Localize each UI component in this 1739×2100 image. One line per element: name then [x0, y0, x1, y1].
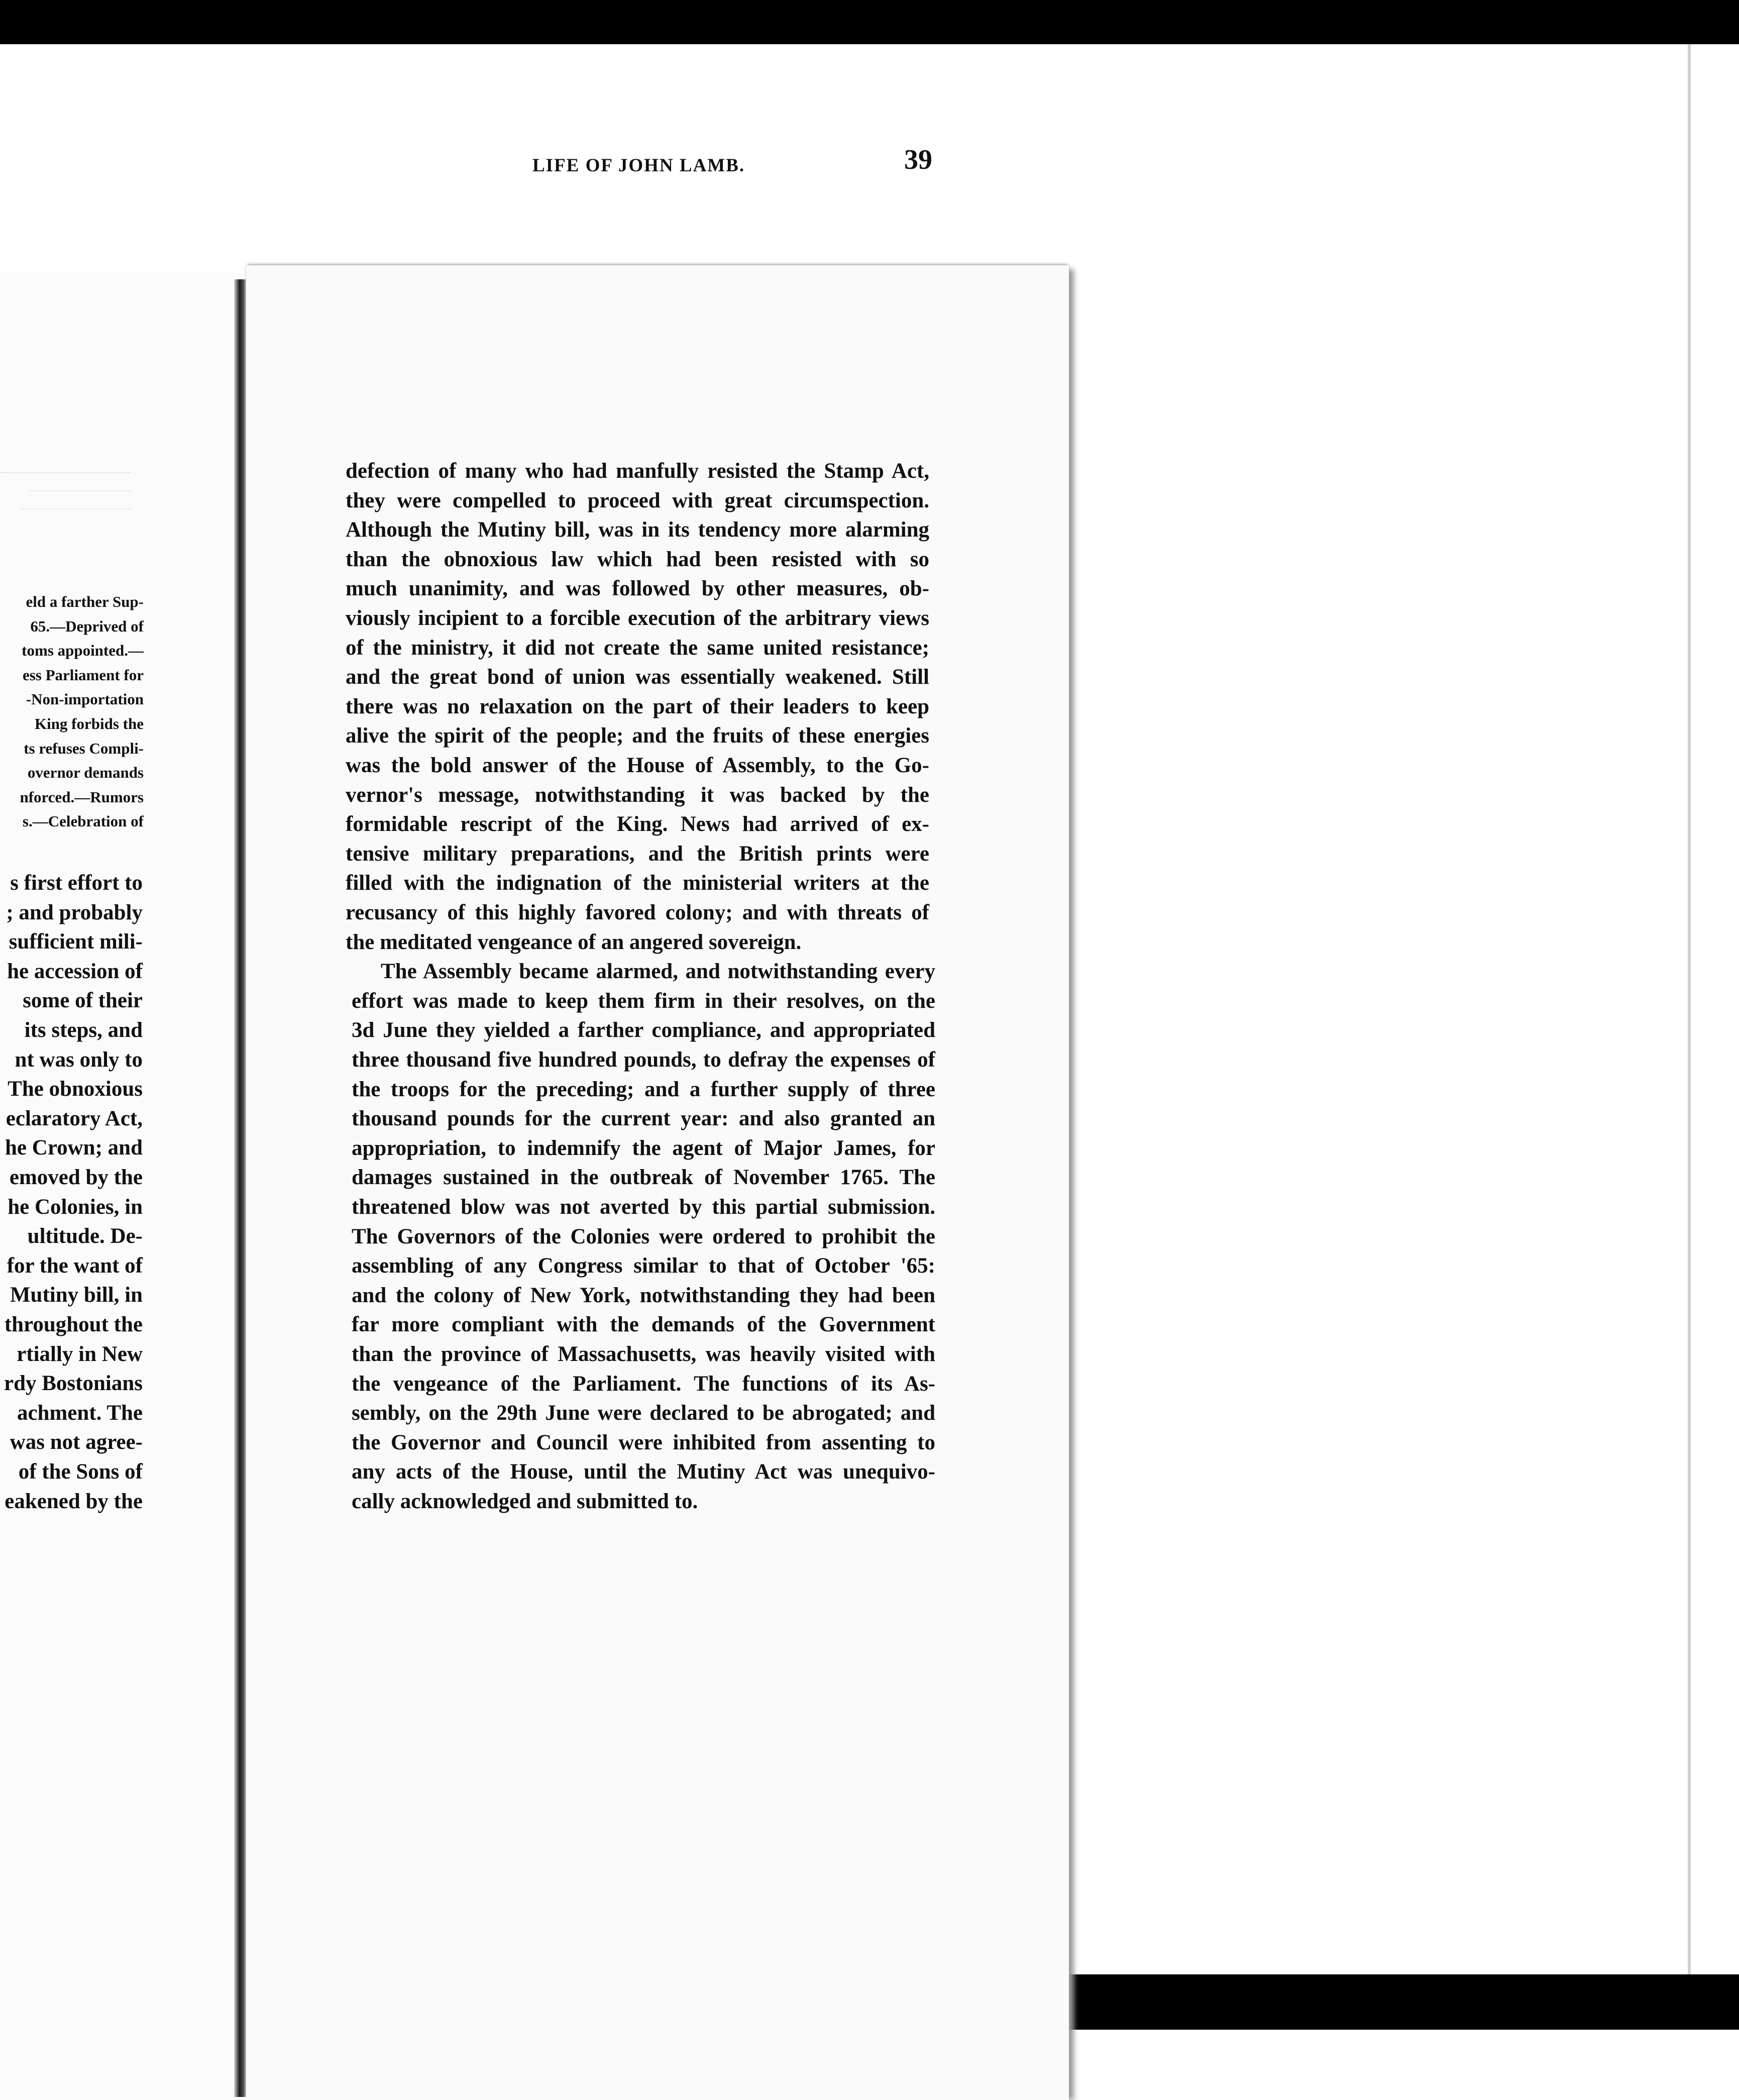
faint-bleedthrough: [0, 472, 151, 527]
text-line: any acts of the House, until the Mutiny Act was unequivo-: [352, 1460, 935, 1484]
text-line: the troops for the preceding; and a further supply of three: [352, 1077, 935, 1101]
summary-line: ts refuses Compli-: [24, 739, 144, 757]
text-line: viously incipient to a forcible execution of the arbitrary views: [346, 606, 929, 630]
text-line: The Governors of the Colonies were ordered to prohibit the: [352, 1224, 935, 1248]
text-line: The Assembly became alarmed, and notwithstanding every: [381, 960, 935, 984]
text-line: its steps, and: [24, 1018, 143, 1042]
text-line: achment. The: [17, 1401, 143, 1425]
text-line: he accession of: [7, 959, 143, 983]
text-line: sembly, on the 29th June were declared to be abrogated; and: [352, 1401, 935, 1425]
text-line: Mutiny bill, in: [10, 1283, 143, 1307]
text-line: formidable rescript of the King. News had arrived of ex-: [346, 812, 929, 836]
text-line: threatened blow was not averted by this partial submission.: [352, 1195, 935, 1219]
text-line: nt was only to: [15, 1047, 143, 1072]
text-line: eclaratory Act,: [6, 1106, 143, 1130]
text-line: the vengeance of the Parliament. The functions of its As-: [352, 1372, 935, 1396]
summary-line: overnor demands: [27, 764, 144, 782]
text-line: much unanimity, and was followed by other measures, ob-: [346, 577, 929, 601]
text-line: of the ministry, it did not create the same united resistance;: [346, 636, 929, 660]
text-line: sufficient mili-: [9, 930, 143, 954]
text-line: was the bold answer of the House of Assembly, to the Go-: [346, 754, 929, 777]
text-line: appropriation, to indemnify the agent of Major James, for: [352, 1136, 935, 1160]
text-line: three thousand five hundred pounds, to defray the expenses of: [352, 1048, 935, 1072]
text-line: Although the Mutiny bill, was in its tendency more alarming: [346, 518, 929, 542]
text-line: for the want of: [7, 1253, 143, 1278]
page-number: 39: [904, 144, 932, 175]
summary-line: toms appointed.—: [22, 642, 144, 660]
summary-line: ess Parliament for: [22, 666, 144, 684]
text-line: and the great bond of union was essentially weakened. Still: [346, 665, 929, 689]
text-line: damages sustained in the outbreak of November 1765. The: [352, 1166, 935, 1190]
text-line: was not agree-: [10, 1430, 143, 1454]
text-line: he Crown; and: [5, 1136, 143, 1160]
text-line: there was no relaxation on the part of their leaders to keep: [346, 694, 929, 718]
text-line: and the colony of New York, notwithstanding they had been: [352, 1283, 935, 1307]
summary-line: s.—Celebration of: [22, 812, 144, 830]
summary-line: nforced.—Rumors: [20, 788, 144, 806]
text-line: cally acknowledged and submitted to.: [352, 1490, 698, 1513]
text-line: ; and probably: [6, 900, 143, 924]
text-line: he Colonies, in: [8, 1195, 143, 1219]
text-line: rdy Bostonians: [4, 1372, 143, 1396]
text-line: than the province of Massachusetts, was heavily visited with: [352, 1342, 935, 1366]
text-line: throughout the: [4, 1313, 143, 1336]
summary-line: King forbids the: [34, 715, 144, 732]
text-line: thousand pounds for the current year: and also granted an: [352, 1107, 935, 1131]
book-gutter: [234, 279, 246, 2097]
text-line: 3d June they yielded a farther compliance, and appropriated: [352, 1018, 935, 1042]
text-line: assembling of any Congress similar to that of October '65:: [352, 1254, 935, 1278]
text-line: recusancy of this highly favored colony; and with threats of: [346, 901, 929, 924]
summary-line: eld a farther Sup-: [26, 593, 144, 610]
text-line: emoved by the: [9, 1166, 143, 1189]
text-line: eakened by the: [5, 1489, 143, 1513]
text-line: defection of many who had manfully resisted the Stamp Act,: [346, 459, 929, 483]
text-line: filled with the indignation of the ministerial writers at the: [346, 871, 929, 895]
text-line: alive the spirit of the people; and the fruits of these energies: [346, 724, 929, 748]
running-head: [282, 141, 930, 186]
summary-line: -Non-importation: [26, 690, 144, 708]
text-line: s first effort to: [10, 871, 143, 895]
left-page: [0, 271, 236, 2100]
text-line: effort was made to keep them firm in their resolves, on the: [352, 989, 935, 1013]
text-line: the Governor and Council were inhibited from assenting to: [352, 1430, 935, 1454]
scan-border-top: [0, 0, 1739, 44]
text-line: they were compelled to proceed with great circumspection.: [346, 488, 929, 512]
text-line: the meditated vengeance of an angered sovereign.: [346, 930, 802, 954]
text-line: ultitude. De-: [27, 1224, 143, 1248]
text-line: rtially in New: [17, 1342, 143, 1366]
text-line: vernor's message, notwithstanding it was backed by the: [346, 783, 929, 807]
text-line: far more compliant with the demands of the Government: [352, 1313, 935, 1337]
scan-frame-edge: [1688, 44, 1691, 1974]
summary-line: 65.—Deprived of: [30, 617, 144, 635]
text-line: of the Sons of: [18, 1460, 143, 1484]
text-line: some of their: [23, 989, 143, 1013]
text-line: tensive military preparations, and the British prints were: [346, 842, 929, 866]
text-line: than the obnoxious law which had been resisted with so: [346, 547, 929, 571]
text-line: The obnoxious: [8, 1077, 143, 1101]
running-title: LIFE OF JOHN LAMB.: [532, 155, 745, 176]
